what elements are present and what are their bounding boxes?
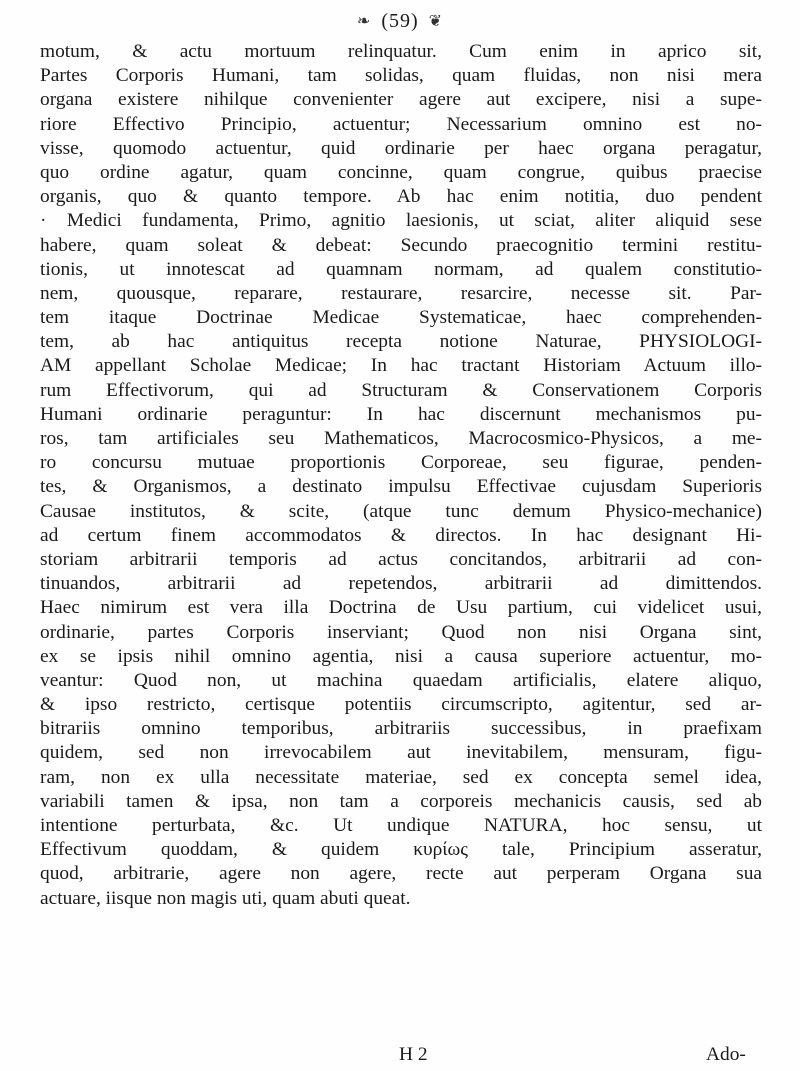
text-line: ordinarie, partes Corporis inserviant; Quod non nisi Organa sint,: [40, 621, 762, 643]
text-line: tinuandos, arbitrarii ad repetendos, arbitrarii ad dimittendos.: [40, 573, 762, 595]
text-line: quidem, sed non irrevocabilem aut inevitabilem, mensuram, figu-: [40, 742, 762, 764]
text-line: Causae institutos, & scite, (atque tunc demum Physico-mechanice): [40, 500, 762, 522]
signature-mark: H 2: [399, 1044, 428, 1065]
text-line: visse, quomodo actuentur, quid ordinarie per haec organa peragatur,: [40, 137, 762, 159]
text-line: veantur: Quod non, ut machina quaedam artificialis, elatere aliquo,: [40, 669, 762, 691]
text-line: & ipso restricto, certisque potentiis circumscripto, agitentur, sed ar-: [40, 694, 762, 716]
text-line: riore Effectivo Principio, actuentur; Necessarium omnino est no-: [40, 113, 762, 135]
text-line: ex se ipsis nihil omnino agentia, nisi a causa superiore actuentur, mo-: [40, 645, 762, 667]
text-line: Partes Corporis Humani, tam solidas, quam fluidas, non nisi mera: [40, 65, 762, 87]
text-line: rum Effectivorum, qui ad Structuram & Conservationem Corporis: [40, 379, 762, 401]
body-text: [40, 40, 762, 911]
text-line: quo ordine agatur, quam concinne, quam congrue, quibus praecise: [40, 161, 762, 183]
left-ornament-icon: ❧: [356, 13, 372, 30]
text-line: Haec nimirum est vera illa Doctrina de Usu partium, cui videlicet usui,: [40, 597, 762, 619]
text-line: tionis, ut innotescat ad quamnam normam, ad qualem constitutio-: [40, 258, 762, 280]
text-line: bitrariis omnino temporibus, arbitrariis successibus, in praefixam: [40, 718, 762, 740]
text-line: ad certum finem accommodatos & directos. In hac designant Hi-: [40, 524, 762, 546]
text-line: tem itaque Doctrinae Medicae Systematicae, haec comprehenden-: [40, 307, 762, 329]
text-line: nem, quousque, reparare, restaurare, resarcire, necesse sit. Par-: [40, 282, 762, 304]
text-line: Effectivum quoddam, & quidem κυρίως tale, Principium asseratur,: [40, 839, 762, 861]
text-line: storiam arbitrarii temporis ad actus concitandos, arbitrarii ad con-: [40, 548, 762, 570]
text-line: tem, ab hac antiquitus recepta notione Naturae, PHYSIOLOGI-: [40, 331, 762, 353]
text-line: ro concursu mutuae proportionis Corporeae, seu figurae, penden-: [40, 452, 762, 474]
right-ornament-icon: ❦: [428, 13, 444, 30]
running-header: [0, 10, 800, 33]
text-line: Humani ordinarie peraguntur: In hac discernunt mechanismos pu-: [40, 403, 762, 425]
text-line: tes, & Organismos, a destinato impulsu Effectivae cujusdam Superioris: [40, 476, 762, 498]
page-number: (59): [381, 10, 419, 32]
text-line: organis, quo & quanto tempore. Ab hac enim notitia, duo pendent: [40, 186, 762, 208]
text-line: · Medici fundamenta, Primo, agnitio laesionis, ut sciat, aliter aliquid sese: [40, 210, 762, 232]
text-line: actuare, iisque non magis uti, quam abuti queat.: [40, 887, 411, 909]
text-line: organa existere nihilque convenienter agere aut excipere, nisi a supe-: [40, 89, 762, 111]
catchword: Ado-: [706, 1044, 746, 1065]
text-line: variabili tamen & ipsa, non tam a corporeis mechanicis causis, sed ab: [40, 790, 762, 812]
text-line: ros, tam artificiales seu Mathematicos, Macrocosmico-Physicos, a me-: [40, 428, 762, 449]
page-footer: [0, 1044, 800, 1070]
text-line: habere, quam soleat & debeat: Secundo praecognitio termini restitu-: [40, 234, 762, 256]
text-line: motum, & actu mortuum relinquatur. Cum enim in aprico sit,: [40, 41, 762, 62]
text-line: AM appellant Scholae Medicae; In hac tractant Historiam Actuum illo-: [40, 355, 762, 377]
text-line: intentione perturbata, &c. Ut undique NATURA, hoc sensu, ut: [40, 815, 762, 836]
text-line: quod, arbitrarie, agere non agere, recte aut perperam Organa sua: [40, 863, 762, 885]
text-line: ram, non ex ulla necessitate materiae, sed ex concepta semel idea,: [40, 766, 762, 788]
